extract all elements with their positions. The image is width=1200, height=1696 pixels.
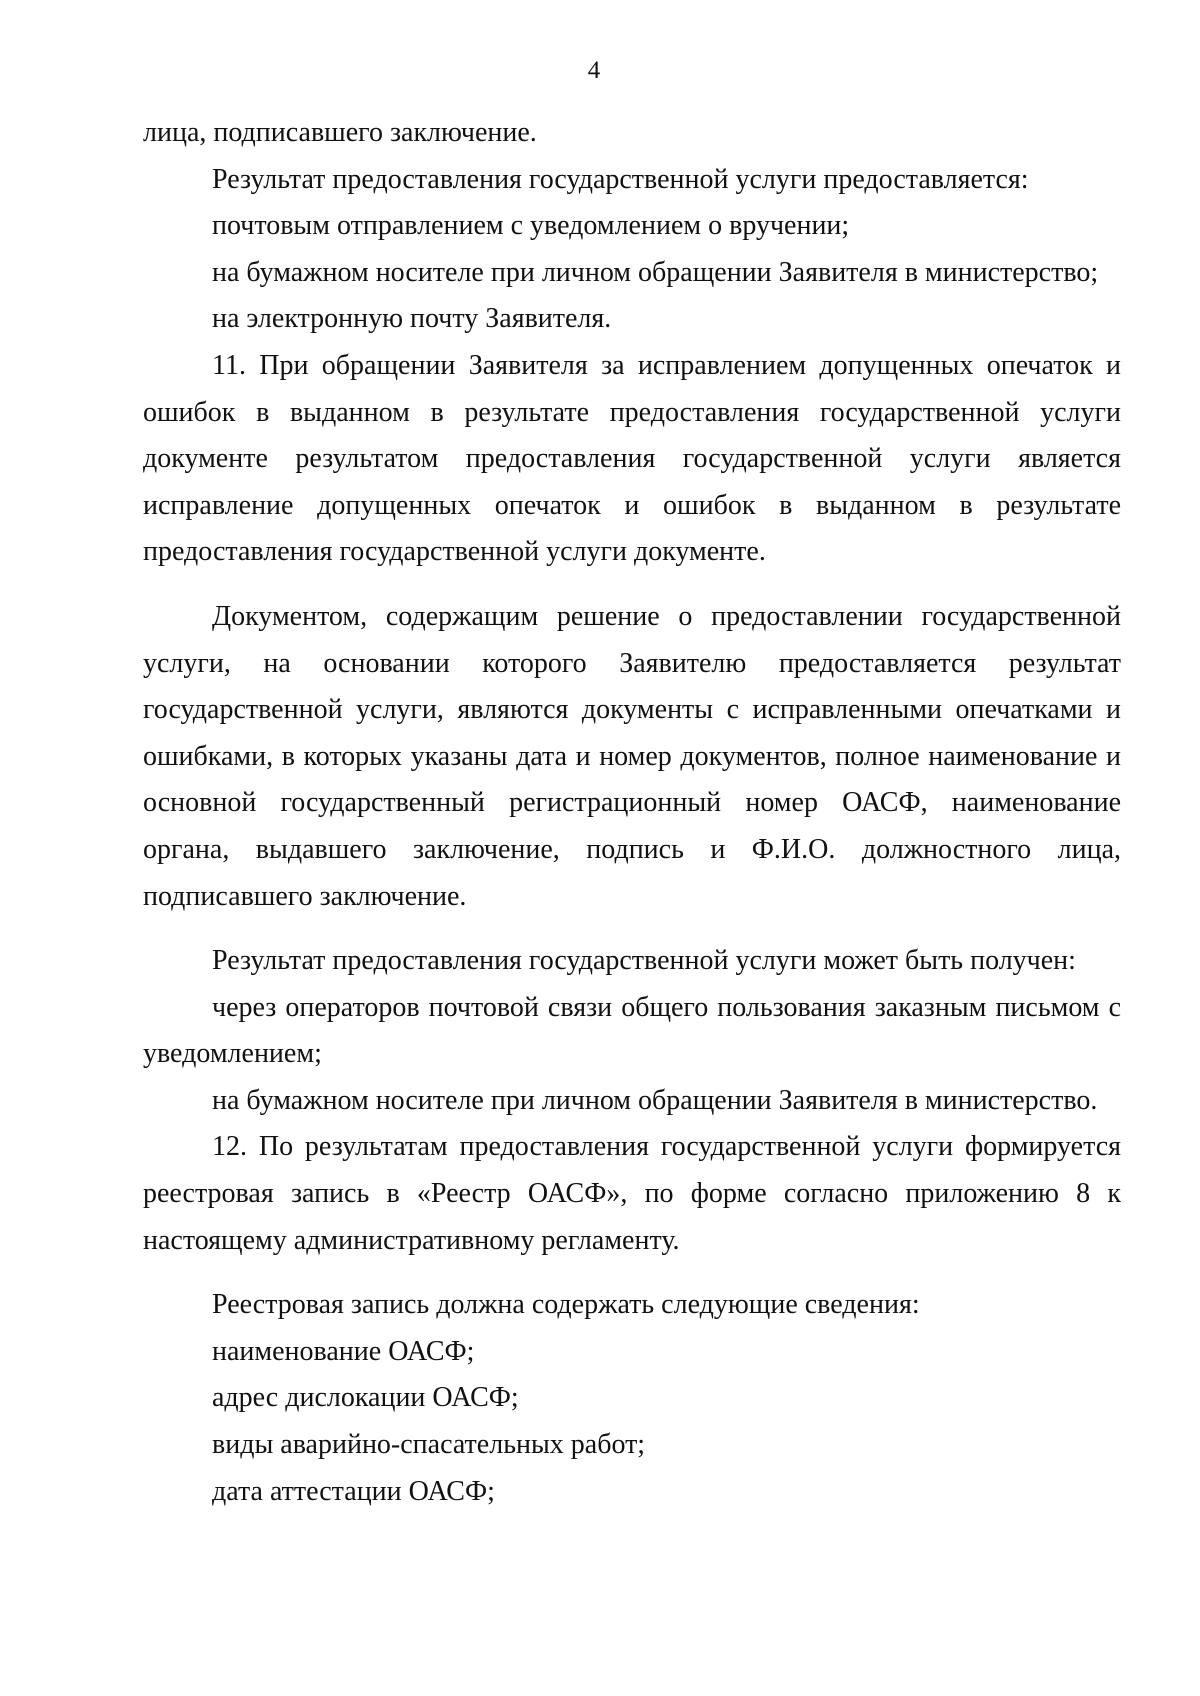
paragraph: виды аварийно-спасательных работ; [212, 1429, 646, 1461]
page-number: 4 [587, 57, 601, 84]
paragraph: на бумажном носителе при личном обращении Заявителя в министерство; [212, 256, 1099, 288]
paragraph: наименование ОАСФ; [212, 1335, 475, 1367]
paragraph: на бумажном носителе при личном обращении Заявителя в министерство. [212, 1084, 1098, 1116]
paragraph: Реестровая запись должна содержать следующие сведения: [212, 1289, 920, 1321]
paragraph: 11. При обращении Заявителя за исправлением допущенных опечаток и ошибок в выданном в результате предоставления государственной услуги документе результатом предоставления государственной услуги является исправление допущенных опечаток и ошибок в выданном в результате предоставления государственной услуги документе. [143, 349, 1121, 568]
paragraph: Результат предоставления государственной услуги предоставляется: [212, 163, 1029, 195]
paragraph: на электронную почту Заявителя. [212, 303, 612, 335]
paragraph: Документом, содержащим решение о предоставлении государственной услуги, на основании которого Заявителю предоставляется результат государственной услуги, являются документы с исправленными опечатками и ошибками, в которых указаны дата и номер документов, полное наименование и основной государственный регистрационный номер ОАСФ, наименование органа, выдавшего заключение, подпись и Ф.И.О. должностного лица, подписавшего заключение. [143, 600, 1121, 912]
paragraph: почтовым отправлением с уведомлением о вручении; [212, 210, 850, 242]
paragraph: адрес дислокации ОАСФ; [212, 1382, 519, 1414]
paragraph: через операторов почтовой связи общего пользования заказным письмом с уведомлением; [143, 991, 1121, 1070]
paragraph: дата аттестации ОАСФ; [212, 1475, 495, 1507]
paragraph: 12. По результатам предоставления государственной услуги формируется реестровая запись в «Реестр ОАСФ», по форме согласно приложению 8 к настоящему административному регламенту. [143, 1131, 1121, 1256]
paragraph: Результат предоставления государственной услуги может быть получен: [212, 945, 1076, 977]
document-body [143, 110, 1121, 1515]
paragraph: лица, подписавшего заключение. [143, 117, 537, 148]
